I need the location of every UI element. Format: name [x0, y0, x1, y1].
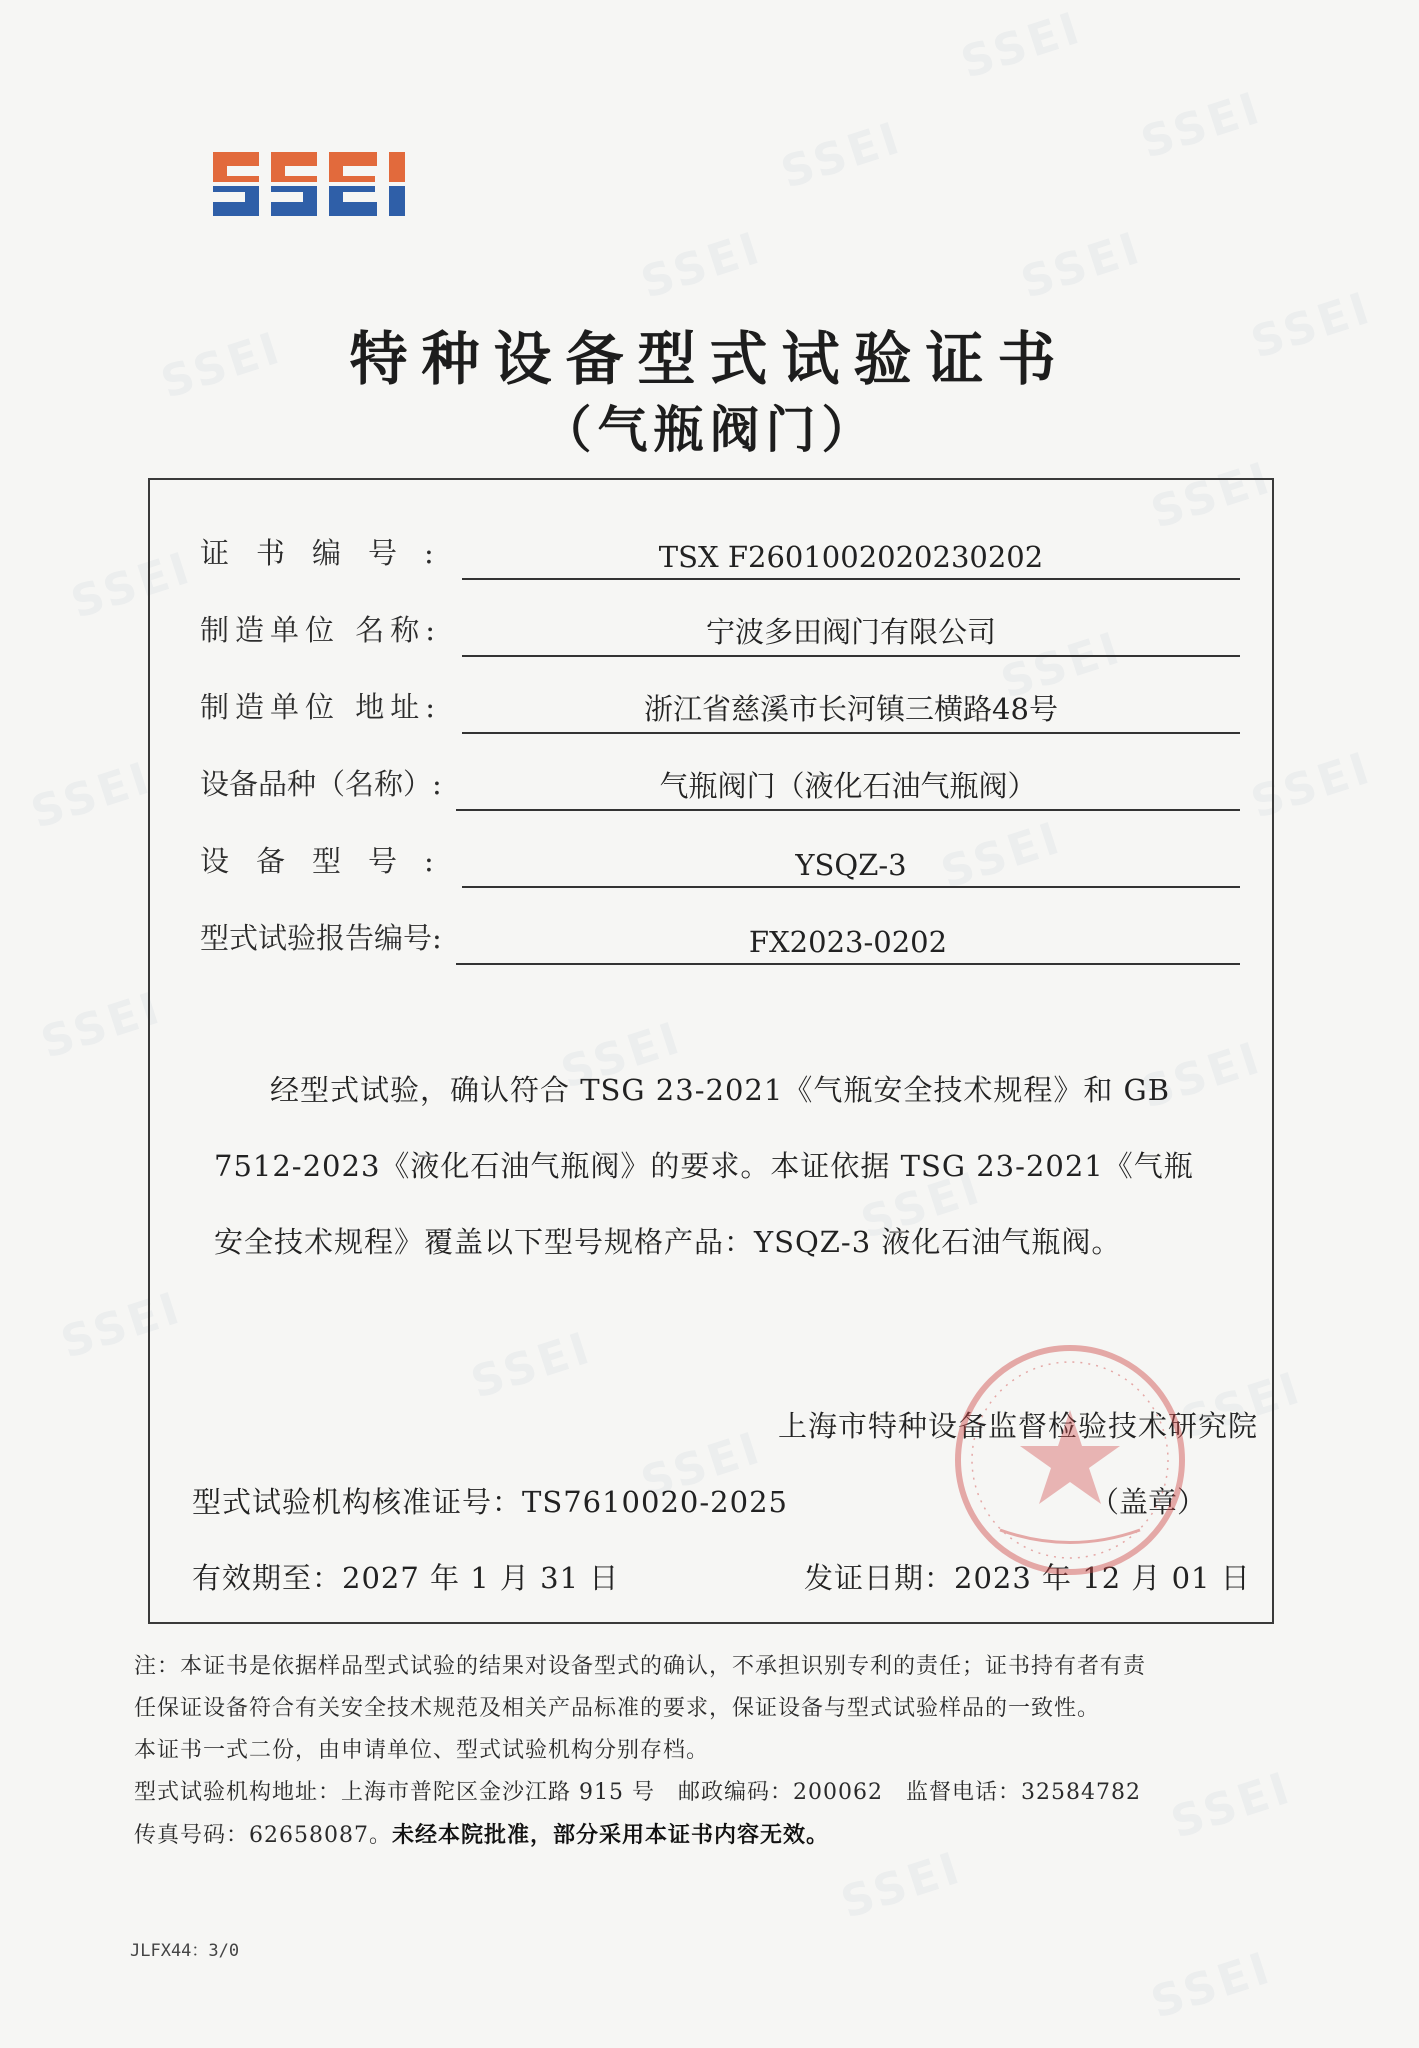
field-label: 设备品种（名称）:: [200, 767, 442, 801]
issue-date: 发证日期：2023 年 12 月 01 日: [804, 1561, 1251, 1595]
page-title: 特种设备型式试验证书: [349, 325, 1070, 393]
approval-number: 型式试验机构核准证号：TS7610020-2025: [192, 1485, 788, 1519]
note-line-fax: [134, 1814, 1284, 1857]
notes-section: [134, 1646, 1284, 1857]
watermark: SSEI: [1165, 1762, 1299, 1849]
watermark: SSEI: [25, 752, 159, 839]
paragraph-line: 7512-2023《液化石油气瓶阀》的要求。本证依据 TSG 23-2021《气瓶: [214, 1149, 1194, 1183]
watermark: SSEI: [855, 1162, 989, 1249]
watermark: SSEI: [775, 112, 909, 199]
field-value: YSQZ-3: [795, 848, 907, 882]
conformity-paragraph: [214, 1052, 1224, 1280]
field-underline: [456, 809, 1240, 811]
field-label: 证书编号:: [200, 536, 461, 570]
field-label: 制造单位 名称:: [200, 613, 441, 647]
watermark: SSEI: [1135, 82, 1269, 169]
watermark: SSEI: [1015, 222, 1149, 309]
watermark: SSEI: [1145, 1942, 1279, 2029]
field-underline: [462, 886, 1240, 888]
field-value: 宁波多田阀门有限公司: [705, 615, 996, 649]
field-underline: [462, 732, 1240, 734]
field-report-no: [200, 915, 1260, 965]
field-underline: [462, 655, 1240, 657]
fax-number: 传真号码：62658087。: [134, 1823, 392, 1848]
validity-warning: 未经本院批准，部分采用本证书内容无效。: [391, 1822, 829, 1848]
seal-label: （盖章）: [1090, 1485, 1207, 1519]
issuer-organization: 上海市特种设备监督检验技术研究院: [777, 1409, 1258, 1443]
watermark: SSEI: [55, 1282, 189, 1369]
field-label: 型式试验报告编号:: [200, 921, 442, 955]
watermark: SSEI: [1175, 1362, 1309, 1449]
field-cert-no: [200, 530, 1260, 580]
official-seal: [950, 1340, 1190, 1580]
paragraph-line: 安全技术规程》覆盖以下型号规格产品：YSQZ-3 液化石油气瓶阀。: [214, 1225, 1122, 1259]
watermark: SSEI: [465, 1322, 599, 1409]
field-equipment-type: [200, 761, 1260, 811]
field-underline: [462, 578, 1240, 580]
watermark: SSEI: [935, 812, 1069, 899]
form-code: JLFX44：3/0: [130, 1941, 240, 1961]
field-value: FX2023-0202: [748, 925, 948, 959]
watermark: SSEI: [1135, 1032, 1269, 1119]
field-value: TSX F2601002020230202: [658, 540, 1044, 574]
field-value: 浙江省慈溪市长河镇三横路48号: [644, 692, 1058, 726]
field-model: [200, 838, 1260, 888]
note-line: 任保证设备符合有关安全技术规范及相关产品标准的要求，保证设备与型式试验样品的一致性。: [134, 1696, 1101, 1721]
field-label: 设备型号:: [200, 844, 461, 878]
field-manufacturer-address: [200, 684, 1260, 734]
field-underline: [456, 963, 1240, 965]
ssei-logo: [205, 148, 445, 220]
paragraph-line: 经型式试验，确认符合 TSG 23-2021《气瓶安全技术规程》和 GB: [270, 1073, 1171, 1107]
field-label: 制造单位 地址:: [200, 690, 441, 724]
field-manufacturer-name: [200, 607, 1260, 657]
valid-until: 有效期至：2027 年 1 月 31 日: [192, 1561, 620, 1595]
watermark: SSEI: [35, 982, 169, 1069]
watermark: SSEI: [635, 1422, 769, 1509]
note-line: 型式试验机构地址：上海市普陀区金沙江路 915 号 邮政编码：200062 监督电话：32584782: [134, 1780, 1141, 1805]
field-value: 气瓶阀门（液化石油气瓶阀）: [659, 769, 1037, 803]
watermark: SSEI: [995, 622, 1129, 709]
watermark: SSEI: [1245, 282, 1379, 369]
page-subtitle: （气瓶阀门）: [541, 400, 878, 459]
watermark: SSEI: [1145, 452, 1279, 539]
watermark: SSEI: [1245, 742, 1379, 829]
watermark: SSEI: [835, 1842, 969, 1929]
watermark: SSEI: [955, 2, 1089, 89]
watermark: SSEI: [555, 1012, 689, 1099]
note-line: 注：本证书是依据样品型式试验的结果对设备型式的确认，不承担识别专利的责任；证书持有者有责: [134, 1654, 1147, 1679]
note-line: 本证书一式二份，由申请单位、型式试验机构分别存档。: [134, 1738, 710, 1763]
watermark: SSEI: [155, 322, 289, 409]
watermark: SSEI: [65, 542, 199, 629]
watermark: SSEI: [635, 222, 769, 309]
